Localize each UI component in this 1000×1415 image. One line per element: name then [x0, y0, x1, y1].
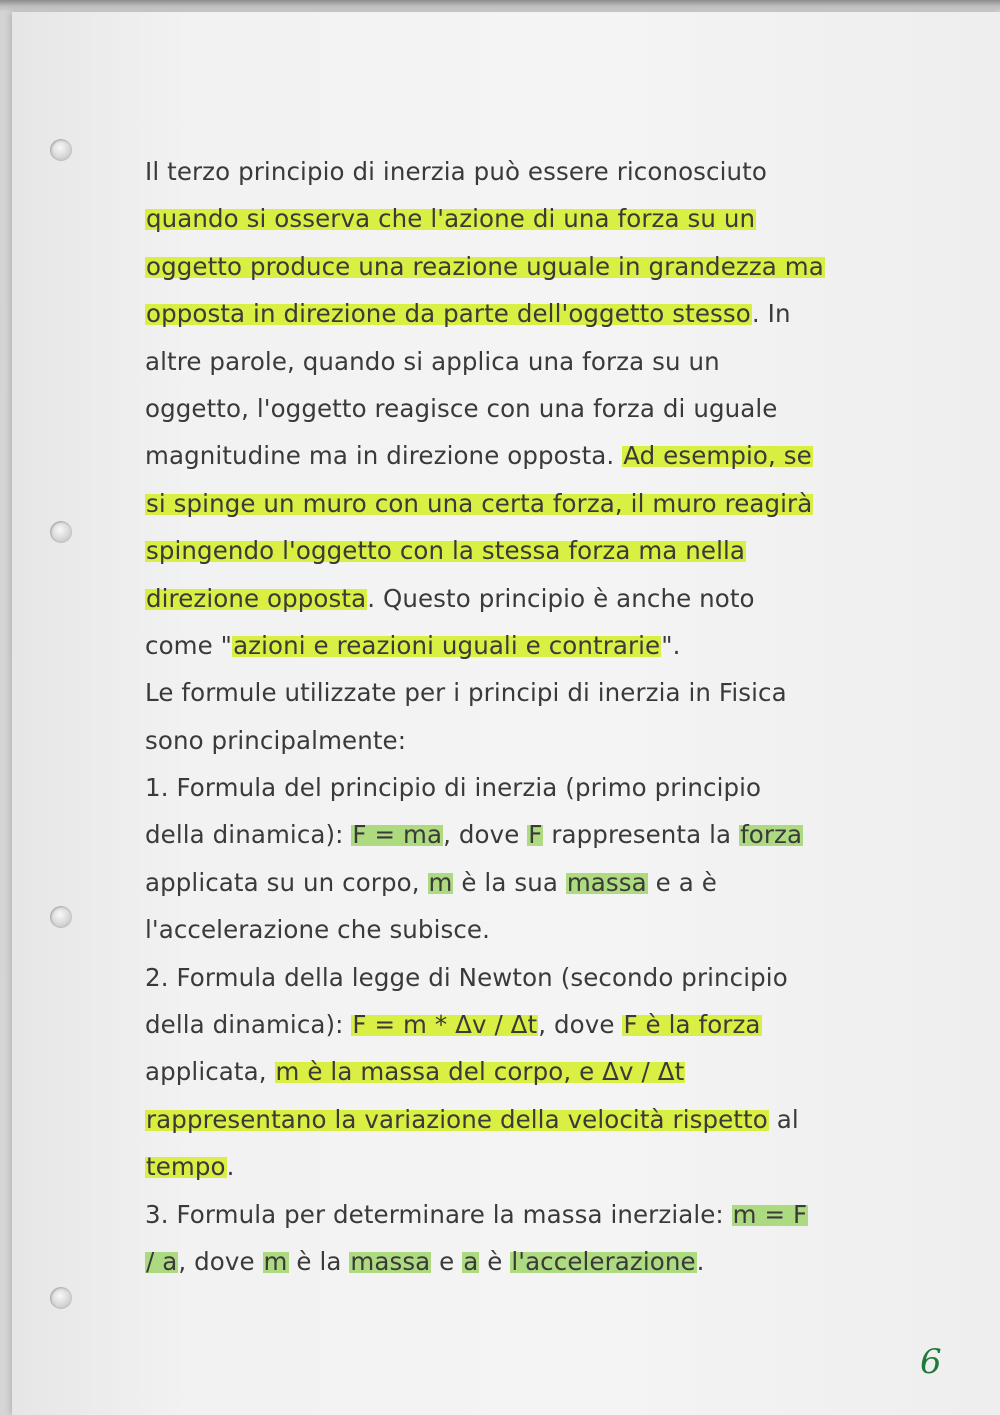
text-segment: Il terzo principio di inerzia può essere riconosciuto — [145, 157, 767, 186]
text-segment: Le formule utilizzate per i principi di inerzia in Fisica — [145, 678, 787, 708]
highlighted-text-yellow: tempo — [146, 1152, 226, 1182]
text-line — [145, 338, 865, 385]
highlighted-text-green: l'accelerazione — [511, 1246, 696, 1276]
highlighted-text-green: massa — [350, 1246, 431, 1276]
text-segment: , dove — [443, 820, 528, 850]
text-line — [145, 290, 865, 337]
highlighted-text-yellow: direzione opposta — [146, 583, 367, 613]
text-line — [145, 717, 865, 764]
highlighted-text-yellow: m è la massa del corpo, e Δv / Δt — [275, 1057, 685, 1087]
text-segment: , dove — [178, 1246, 263, 1276]
highlighted-text-yellow: oggetto produce una reazione uguale in grandezza ma — [146, 251, 824, 281]
highlighted-text-green: forza — [740, 820, 803, 850]
highlighted-text-yellow: quando si osserva che l'azione di una forza su un — [146, 204, 756, 234]
punch-hole — [50, 521, 72, 543]
text-segment: e a è — [647, 867, 717, 897]
text-line — [145, 906, 865, 953]
highlighted-text-green: a — [463, 1246, 479, 1276]
text-segment: della dinamica): — [145, 1010, 352, 1040]
text-line — [145, 1238, 865, 1285]
punch-hole — [50, 906, 72, 928]
text-segment: 1. Formula del principio di inerzia (primo principio — [145, 773, 762, 803]
highlighted-text-yellow: opposta in direzione da parte dell'oggetto stesso — [146, 299, 751, 329]
text-segment: rappresenta la — [543, 820, 740, 850]
text-line — [145, 764, 865, 811]
text-segment: e — [431, 1246, 463, 1276]
text-segment: 3. Formula per determinare la massa inerziale: — [145, 1199, 732, 1229]
text-line — [145, 385, 865, 432]
text-line — [145, 1096, 865, 1143]
punch-hole — [50, 139, 72, 161]
text-line — [145, 669, 865, 716]
text-line — [145, 1143, 865, 1190]
text-segment: è la — [288, 1246, 350, 1276]
text-segment: sono principalmente: — [145, 725, 407, 755]
highlighted-text-green: / a — [146, 1246, 178, 1276]
text-line — [145, 432, 865, 479]
text-line — [145, 1048, 865, 1095]
text-segment: come " — [145, 630, 233, 660]
highlighted-text-yellow: F è la forza — [623, 1010, 761, 1040]
text-segment: della dinamica): — [145, 820, 352, 850]
highlighted-text-green: m = F — [732, 1199, 808, 1229]
text-line — [145, 243, 865, 290]
handwritten-body-text — [145, 148, 865, 1285]
text-segment: . — [696, 1246, 705, 1276]
text-segment: 2. Formula della legge di Newton (secondo principio — [145, 962, 788, 992]
text-segment: . In — [751, 299, 791, 329]
highlighted-text-green: F = ma — [352, 820, 443, 850]
text-segment: oggetto, l'oggetto reagisce con una forza di uguale — [145, 393, 778, 423]
text-line — [145, 954, 865, 1001]
text-line — [145, 480, 865, 527]
text-segment: è la sua — [453, 867, 566, 897]
text-segment: applicata su un corpo, — [145, 867, 428, 897]
text-segment: applicata, — [145, 1057, 275, 1087]
highlighted-text-green: F — [528, 820, 543, 850]
text-segment: . — [226, 1152, 235, 1182]
highlighted-text-green: m — [263, 1246, 288, 1276]
text-line — [145, 575, 865, 622]
highlighted-text-yellow: azioni e reazioni uguali e contrarie — [233, 630, 661, 660]
text-segment: è — [479, 1246, 511, 1276]
highlighted-text-yellow: F = m * Δv / Δt — [352, 1010, 538, 1040]
highlighted-text-yellow: rappresentano la variazione della velocità rispetto — [146, 1104, 768, 1134]
text-line — [145, 527, 865, 574]
text-line — [145, 859, 865, 906]
punch-hole — [50, 1287, 72, 1309]
text-segment: l'accelerazione che subisce. — [145, 915, 490, 945]
paper-sheet — [12, 12, 1000, 1415]
highlighted-text-yellow: Ad esempio, se — [623, 441, 812, 471]
text-line — [145, 1001, 865, 1048]
text-segment: altre parole, quando si applica una forza su un — [145, 346, 720, 376]
text-segment: . Questo principio è anche noto — [367, 583, 755, 613]
highlighted-text-yellow: si spinge un muro con una certa forza, il muro reagirà — [146, 488, 813, 518]
highlighted-text-green: m — [428, 867, 453, 897]
page-number: 6 — [920, 1342, 942, 1382]
highlighted-text-yellow: spingendo l'oggetto con la stessa forza ma nella — [146, 536, 746, 566]
text-segment: al — [768, 1104, 799, 1134]
text-segment: ". — [661, 630, 681, 660]
text-line — [145, 195, 865, 242]
text-segment: , dove — [538, 1010, 623, 1040]
highlighted-text-green: massa — [566, 867, 647, 897]
text-segment: magnitudine ma in direzione opposta. — [145, 441, 623, 471]
text-line — [145, 1191, 865, 1238]
text-line — [145, 622, 865, 669]
text-line — [145, 811, 865, 858]
text-line — [145, 148, 865, 195]
